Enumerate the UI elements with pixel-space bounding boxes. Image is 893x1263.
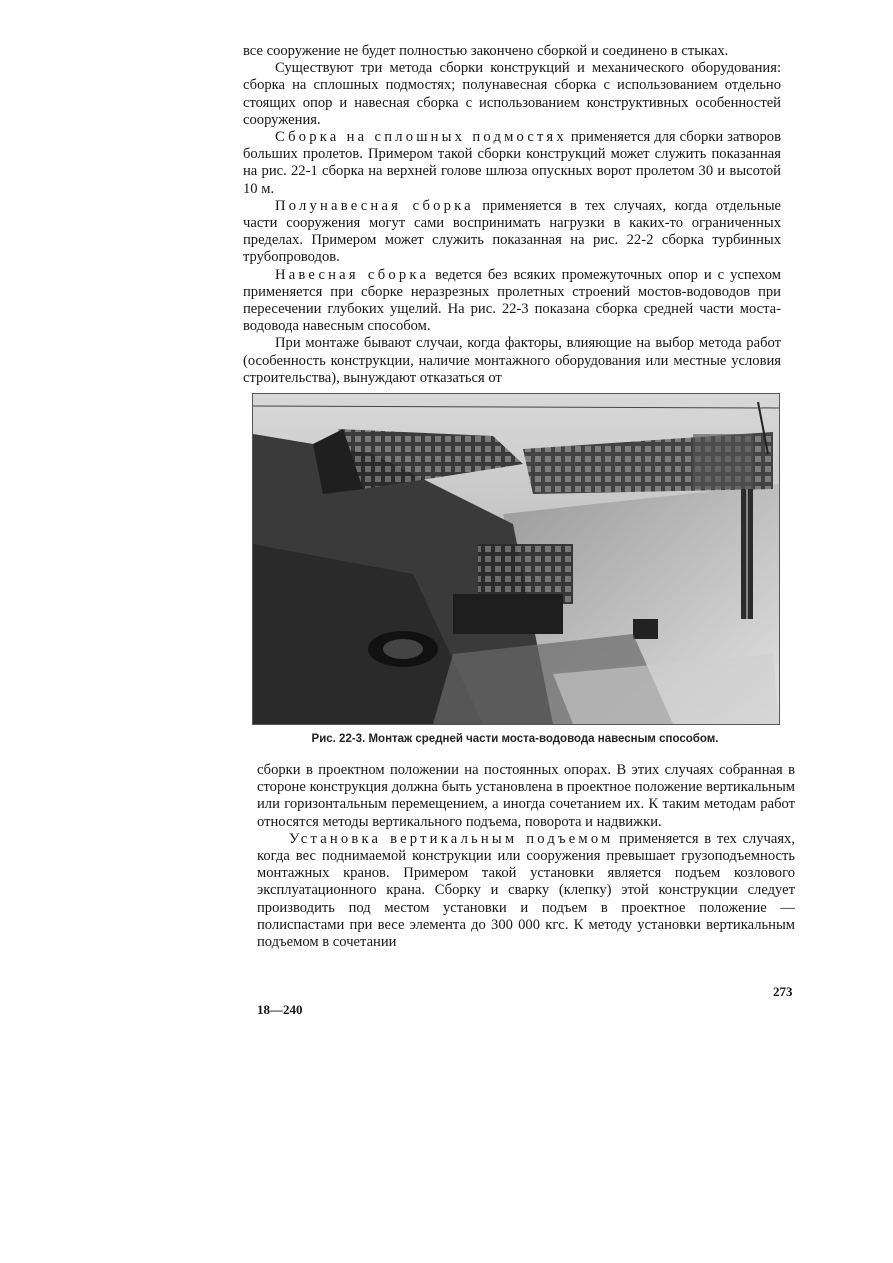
text-column-top xyxy=(243,43,781,387)
paragraph xyxy=(243,198,781,267)
paragraph xyxy=(257,831,795,951)
paragraph xyxy=(243,60,781,129)
paragraph-text: При монтаже бывают случаи, когда факторы, влияющие на выбор метода работ (особенность конструкции, наличие монтажного оборудования или местные условия строительства), вынуждают отказаться от xyxy=(243,335,781,386)
spaced-lead-term: Полунавесная сборка xyxy=(275,197,474,214)
paragraph xyxy=(243,335,781,387)
spaced-lead-term: Навесная сборка xyxy=(275,266,430,283)
paragraph-text: ведется без всяких промежуточных опор и с успехом применяется при сборке неразрезных пролетных строений мостов-водоводов при пересечении глубоких ущелий. На рис. 22-3 показана сборка средней части моста-водовода навесным способом. xyxy=(243,266,782,335)
paragraph xyxy=(243,267,781,336)
paragraph-text: применяется в тех случаях, когда вес поднимаемой конструкции или сооружения превышает грузоподъемность монтажных кранов. Примером такой установки является подъем козлового эксплуатационного крана. Сборку и сварку (клепку) этой конструкции следует производить под местом установки и подъем в проектное положение — полиспастами при весе элемента до 300 000 кгс. К методу установки вертикальным подъемом в сочетании xyxy=(257,830,795,951)
figure-caption: Рис. 22-3. Монтаж средней части моста-водовода навесным способом. xyxy=(311,733,719,745)
spaced-lead-term: Сборка на сплошных подмостях xyxy=(275,129,567,146)
paragraph-text: применяется для сборки затворов больших пролетов. Примером такой сборки конструкций может служить показанная на рис. 22-1 сборка на верхней голове шлюза опускных ворот пролетом 30 и высотой 10 м. xyxy=(243,129,781,197)
printer-signature: 18—240 xyxy=(257,1002,303,1017)
paragraph xyxy=(257,762,795,831)
text-column-bottom xyxy=(257,762,795,951)
figure-photo xyxy=(252,393,780,725)
paragraph xyxy=(243,129,781,198)
paragraph-text: сборки в проектном положении на постоянных опорах. В этих случаях собранная в стороне конструкция должна быть установлена в проектное положение вертикальным или горизонтальным перемещением, а иногда сочетанием их. К таким методам работ относятся методы вертикального подъема, поворота и надвижки. xyxy=(257,762,795,830)
page-number: 273 xyxy=(773,984,793,999)
bridge-assembly-photo xyxy=(253,394,779,724)
paragraph xyxy=(243,43,781,60)
paragraph-text: все сооружение не будет полностью закончено сборкой и соединено в стыках. xyxy=(243,43,729,59)
paragraph-text: применяется в тех случаях, когда отдельные части сооружения могут сами воспринимать нагрузки в каких-то ограниченных пределах. Примером может служить показанная на рис. 22-2 сборка турбинных трубопроводов. xyxy=(243,197,781,266)
paragraph-text: Существуют три метода сборки конструкций и механического оборудования: сборка на сплошных подмостях; полунавесная сборка с использованием отдельно стоящих опор и навесная сборка с использованием конструктивных особенностей сооружения. xyxy=(243,60,781,128)
spaced-lead-term: Установка вертикальным подъемом xyxy=(289,830,614,847)
